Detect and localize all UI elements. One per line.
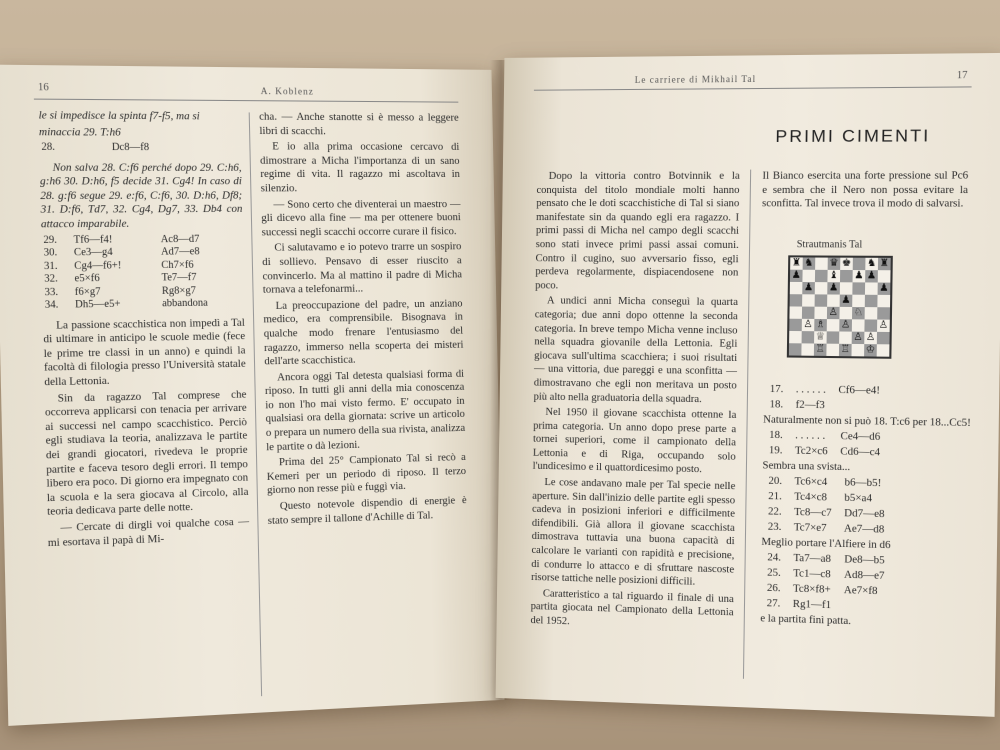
- board-square: [802, 331, 815, 343]
- board-square: ♚: [841, 257, 852, 269]
- board-square: [865, 295, 878, 307]
- moves-block: [763, 382, 886, 415]
- move-num: 29.: [43, 234, 58, 246]
- paragraph: La preoccupazione del padre, un anziano medico, era comprensibile. Bisognava in qualche modo frenare l'entusiasmo del ragazzo, immerso nella scoperta dei misteri dell'arte scacchistica.: [263, 298, 464, 368]
- board-square: ♟: [879, 282, 889, 294]
- move-num: 24.: [767, 552, 782, 564]
- annotation: Meglio portare l'Alfiere in d6: [761, 536, 891, 552]
- board-square: ♜: [879, 257, 890, 270]
- board-square: ♟: [866, 270, 877, 282]
- annotation: Naturalmente non si può 18. T:c6 per 18...Cc5!: [763, 414, 971, 430]
- intro-line-2: minaccia 29. T:h6: [38, 126, 121, 139]
- move-num: 26.: [766, 582, 781, 595]
- paragraph: Caratteristico a tal riguardo il finale di una partita giocata nel Campionato della Lettonia del 1952.: [530, 588, 734, 628]
- board-square: [802, 294, 815, 306]
- game-moves-table: [41, 233, 244, 313]
- paragraph: — Cercate di dirgli voi qualche cosa — mi esortava il papà di Mi-: [47, 516, 250, 549]
- board-square: [814, 307, 827, 319]
- move-black: [837, 598, 890, 615]
- move-white: Tc6×c4: [794, 476, 828, 489]
- move-num: 18.: [769, 429, 783, 442]
- board-square: [827, 331, 840, 343]
- board-square: ♗: [815, 318, 826, 331]
- move-white: . . . . . .: [795, 430, 826, 442]
- move-black: Ae7—d8: [843, 523, 885, 536]
- paragraph: Prima del 25° Campionato Tal si recò a Kemeri per un periodo di riposo. Il terzo giorno non resse più e fuggì via.: [266, 452, 467, 497]
- move-white: f6×g7: [74, 285, 101, 298]
- board-square: ♙: [840, 319, 851, 331]
- move-black: Ch7×f6: [161, 259, 194, 271]
- move-num: 20.: [768, 475, 783, 488]
- paragraph: Questo notevole dispendio di energie è stato sempre il tallone d'Achille di Tal.: [267, 495, 467, 527]
- board-square: [790, 294, 803, 306]
- board-square: [877, 344, 890, 356]
- move-black: De8—b5: [844, 554, 885, 567]
- moves-block: [763, 428, 887, 461]
- move-num: 19.: [768, 445, 783, 457]
- board-square: [840, 282, 853, 294]
- board-square: [839, 307, 852, 319]
- move-white: Dh5—e5+: [74, 298, 121, 311]
- move-black: Ad7—e8: [160, 246, 200, 258]
- board-square: [877, 307, 890, 319]
- move-white: Ce3—g4: [73, 246, 113, 259]
- board-square: [853, 258, 866, 270]
- move-num: 27.: [766, 598, 781, 610]
- left-page-number: 16: [37, 81, 49, 94]
- board-square: [852, 295, 865, 307]
- move-num: 21.: [768, 490, 782, 503]
- move-black: Te7—f7: [161, 272, 197, 284]
- move-black: Cf6—e4!: [838, 384, 881, 397]
- board-square: [789, 319, 802, 331]
- board-square: ♟: [828, 282, 839, 294]
- paragraph: A undici anni Micha conseguì la quarta categoria; due anni dopo ottenne la seconda categoria. In breve tempo Micha venne incluso nella squadra giovanile della Lettonia. Egli giocava sull'ultima scacchiera; i suoi risultati — una vittoria, due pareggi e una sconfitta — dimostravano che egli non meritava un posto più alto nella graduatoria della squadra.: [533, 295, 739, 405]
- move-black: Ad8—e7: [843, 569, 885, 582]
- move-white: Tc8—c7: [794, 506, 832, 519]
- move-white: f2—f3: [795, 399, 825, 412]
- board-square: ♙: [803, 318, 813, 331]
- board-square: [852, 319, 865, 331]
- move-number: 28.: [41, 141, 56, 154]
- move-black: Ce4—d6: [840, 430, 881, 443]
- board-square: ♟: [841, 294, 851, 306]
- board-square: ♞: [866, 257, 877, 270]
- board-square: ♟: [791, 269, 802, 281]
- left-running-head: A. Koblenz: [260, 85, 314, 97]
- move-black: Ac8—d7: [160, 233, 200, 245]
- analysis-comment: Non salva 28. C:f6 perché dopo 29. C:h6, g:h6 30. D:h6, f5 decide 31. Cg4! In caso di 28. g:f6 segue 29. e:f6, C:f6, 30. D:h6, Df8; 31. D:f6, Td7, 32. Cg4, Dg7, 33. Db4 con attacco imparabile.: [39, 162, 243, 231]
- board-square: [878, 270, 891, 282]
- move-num: 31.: [43, 260, 58, 272]
- board-square: ♙: [853, 331, 863, 344]
- move-num: 30.: [43, 247, 58, 259]
- board-square: [827, 319, 840, 331]
- paragraph: Ci salutavamo e io potevo trarre un sospiro di sollievo. Pensavo di esser riuscito a convincerlo. Ma al mattino il padre di Micha tornava a telefonarmi...: [262, 241, 463, 296]
- move-black: [832, 398, 886, 414]
- board-square: [815, 294, 828, 306]
- move-num: 17.: [769, 383, 784, 396]
- move-white: e5×f6: [74, 272, 100, 285]
- board-square: [839, 331, 852, 343]
- move-black: Rg8×g7: [161, 284, 196, 297]
- board-square: [802, 270, 815, 282]
- move-white: Tc1—c8: [793, 568, 831, 581]
- move-white: Tf6—f4!: [73, 233, 113, 246]
- board-square: ♙: [828, 306, 839, 319]
- board-square: ♙: [865, 331, 876, 344]
- move-white: Tc4×c8: [794, 491, 828, 504]
- board-square: ♖: [840, 343, 851, 356]
- paragraph: Sin da ragazzo Tal comprese che occorreva applicarsi con tenacia per arrivare ai successi nel campo scacchistico. Perciò egli studiava la teoria, analizzava le partite dei grandi giocatori, rivedeva le proprie partite e faceva tesoro degli errori. Il tempo libero era poco. Di giorno era impegnato con la scuola e la sera giocava al Circolo, alla teoria dedicava parte delle notte.: [44, 388, 249, 519]
- board-square: [877, 295, 890, 307]
- board-square: [801, 343, 814, 355]
- paragraph: E io alla prima occasione cercavo di dimostrare a Micha l'importanza di un sano regime di vita. Il ragazzo mi ascoltava in silenzio.: [259, 141, 460, 195]
- paragraph: La passione scacchistica non impedì a Tal di ultimare in anticipo le scuole medie (fece le prime tre classi in un anno) e quindi la facoltà di filologia presso l'Università statale della Lettonia.: [43, 317, 246, 389]
- board-square: [827, 294, 840, 306]
- move-white: . . . . . .: [795, 384, 826, 396]
- board-square: ♘: [853, 306, 864, 319]
- left-column-1: [38, 109, 249, 552]
- move-black: abbandona: [161, 297, 208, 310]
- move-row: [39, 142, 241, 155]
- board-square: [865, 307, 878, 319]
- closing-note: e la partita finì patta.: [760, 613, 852, 628]
- paragraph: Dopo la vittoria contro Botvinnik e la conquista del titolo mondiale molti hanno pensato che le doti scacchistiche di Tal si siano manifestate sin da quando egli era ragazzo. I primi passi di Micha nel campo degli scacchi sono stati invece primi passi assai comuni. Contro il cugino, suo avversario fisso, egli perdeva regolarmente, dispiacendosene non poco.: [535, 170, 740, 292]
- board-square: [789, 331, 802, 343]
- move-black: Ae7×f8: [843, 584, 878, 598]
- board-square: [802, 307, 815, 319]
- move-black: Cd6—c4: [840, 446, 881, 459]
- move-num: 25.: [767, 567, 781, 580]
- board-square: [815, 270, 828, 282]
- move-num: 32.: [44, 273, 58, 285]
- move-white: Tc2×c6: [794, 445, 828, 458]
- moves-block: [760, 550, 891, 615]
- chess-diagram: [787, 255, 893, 358]
- right-page-number: 17: [956, 69, 968, 82]
- board-square: ♜: [791, 257, 802, 269]
- diagram-intro: [762, 169, 968, 213]
- left-page: [0, 65, 505, 726]
- move-black: b5×a4: [844, 492, 873, 505]
- paragraph: Ancora oggi Tal detesta qualsiasi forma di riposo. In tutti gli anni della mia conoscenza io non l'ho mai visto fermo. E' occupato in qualsiasi ora della giornata: scrive un articolo o prepara un numero della sua rivista, analizza le partite o dà lezioni.: [264, 368, 466, 454]
- left-head-rule: [34, 99, 458, 103]
- right-column-1: [530, 170, 739, 637]
- move-white: Rg1—f1: [792, 598, 832, 612]
- left-column-2: [259, 110, 467, 530]
- board-square: [789, 343, 802, 355]
- intro-line-1: le si impedisce la spinta f7-f5, ma si: [38, 110, 200, 123]
- move-num: 18.: [769, 399, 784, 411]
- board-square: [840, 270, 853, 282]
- board-square: ♝: [829, 269, 839, 282]
- moves-block: [762, 473, 892, 537]
- board-square: ♛: [829, 257, 839, 269]
- column-divider: [743, 170, 751, 679]
- board-square: [815, 282, 828, 294]
- board-square: [789, 306, 802, 318]
- board-square: ♔: [865, 344, 876, 356]
- board-square: [826, 344, 839, 356]
- board-square: ♙: [878, 319, 889, 331]
- move-row: [43, 297, 245, 312]
- board-square: [865, 282, 878, 294]
- right-running-head: Le carriere di Mikhail Tal: [634, 73, 757, 85]
- move-num: 33.: [44, 286, 59, 299]
- move-white: Tc8×f8+: [792, 583, 831, 596]
- right-moves: [760, 382, 973, 633]
- move-header-table: [39, 142, 241, 155]
- paragraph: cha. — Anche stanotte si è messo a leggere libri di scacchi.: [259, 111, 459, 137]
- paragraph: Le cose andavano male per Tal specie nelle aperture. Sin dall'inizio delle partite egli spesso cadeva in posizioni inferiori e difficilmente difendibili. Già allora il giovane scacchista dimostrava tuttavia una buona capacità di calcolare le varianti con rapidità e precisione, di condurre lo attacco e di sfruttare nascoste risorse tattiche nelle posizioni difficili.: [531, 477, 736, 588]
- right-page: [496, 53, 1000, 717]
- move-num: 23.: [767, 521, 782, 534]
- board-square: [790, 282, 803, 294]
- diagram-caption: Strautmanis Tal: [796, 239, 863, 251]
- move-num: 34.: [44, 299, 59, 312]
- board-square: [851, 344, 864, 356]
- move-black: Dd7—e8: [844, 507, 885, 521]
- move-num: 22.: [767, 506, 782, 518]
- board-square: [864, 319, 877, 331]
- section-title: PRIMI CIMENTI: [775, 125, 931, 147]
- right-head-rule: [534, 86, 972, 90]
- move-black: Dc8—f8: [111, 141, 150, 154]
- board-square: ♕: [815, 331, 826, 343]
- board-square: ♖: [815, 343, 825, 355]
- move-white: Ta7—a8: [793, 552, 832, 566]
- move-white: Cg4—f6+!: [74, 259, 122, 272]
- board-square: ♟: [803, 282, 814, 294]
- move-white: Tc7×e7: [793, 522, 827, 535]
- board-square: ♞: [804, 257, 814, 269]
- move-black: b6—b5!: [844, 477, 882, 490]
- board-square: ♟: [854, 270, 864, 282]
- paragraph: Nel 1950 il giovane scacchista ottenne la prima categoria. Un anno dopo prese parte a tornei superiori, come il campionato della Lettonia e di Riga, occupando solo l'undicesimo e il quattordicesimo posto.: [532, 406, 737, 476]
- board-square: [852, 282, 865, 294]
- paragraph: — Sono certo che diventerai un maestro — gli dicevo alla fine — ma per ottenere buoni successi negli scacchi occorre curare il fisico.: [261, 198, 461, 239]
- intro-text: Il Bianco esercita una forte pressione sul Pc6 e sembra che il Nero non possa evitare la sconfitta. Tal invece trova il modo di salvarsi.: [761, 170, 969, 210]
- board-square: [815, 258, 828, 270]
- board-square: [877, 332, 890, 344]
- annotation: Sembra una svista...: [762, 460, 851, 474]
